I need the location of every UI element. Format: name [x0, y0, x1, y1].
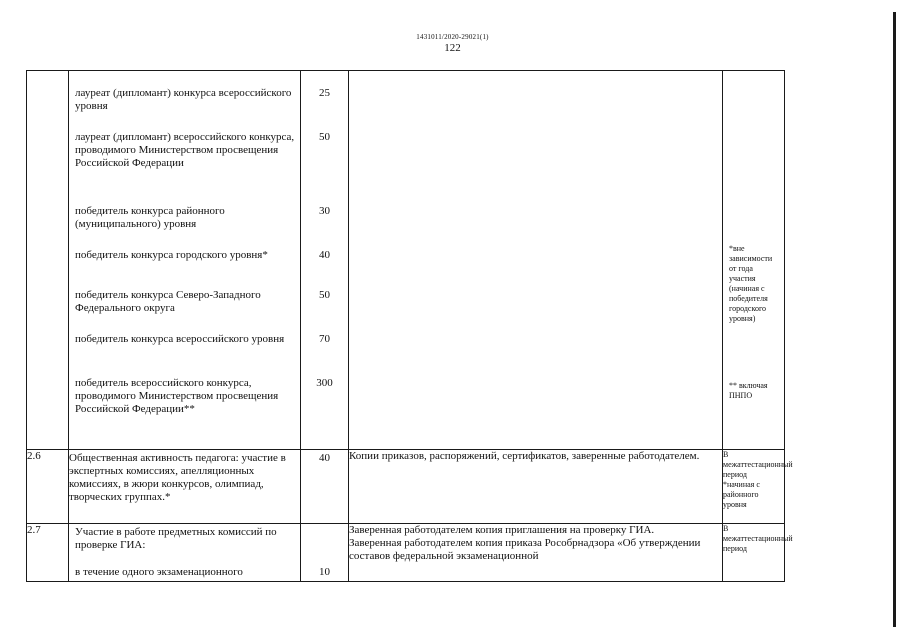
note-text: *начиная с районного уровня	[723, 480, 760, 509]
page-number: 122	[444, 42, 461, 54]
indicator-cell	[69, 524, 301, 582]
documents-text: Заверенная работодателем копия приказа Рособрнадзора «Об утверждении составов федеральной экзаменационной	[349, 537, 701, 562]
page-edge-line	[893, 12, 896, 627]
note-cell	[723, 450, 793, 524]
indicator-cell: Общественная активность педагога: участие в экспертных комиссиях, апелляционных комиссиях, в жюри конкурсов, олимпиад, творческих группах.*	[69, 450, 301, 524]
note-text: ** включая ПНПО	[729, 381, 768, 400]
points-cell	[301, 71, 349, 450]
documents-text: Заверенная работодателем копия приглашения на проверку ГИА.	[349, 524, 655, 536]
documents-cell	[349, 71, 723, 450]
indicator-item: лауреат (дипломант) всероссийского конкурса, проводимого Министерством просвещения Российской Федерации	[75, 131, 295, 169]
indicator-item: победитель конкурса городского уровня*	[75, 249, 268, 261]
row-number: 2.6	[27, 450, 69, 524]
note-text: В межаттестационный период	[723, 450, 793, 479]
points-value: 40	[319, 249, 330, 261]
indicator-item: Участие в работе предметных комиссий по проверке ГИА:	[75, 526, 277, 551]
document-code: 1431011/2020-29021(1)	[416, 33, 489, 41]
criteria-table	[26, 70, 793, 582]
indicator-item: лауреат (дипломант) конкурса всероссийского уровня	[75, 87, 292, 112]
note-cell	[723, 71, 785, 450]
indicator-cell	[69, 71, 301, 450]
points-value: 40	[301, 450, 349, 524]
documents-cell	[349, 524, 723, 582]
indicator-item: победитель конкурса районного (муниципального) уровня	[75, 205, 225, 230]
indicator-item: в течение одного экзаменационного	[75, 566, 243, 578]
indicator-item: победитель всероссийского конкурса, проводимого Министерством просвещения Российской Федерации**	[75, 377, 279, 415]
points-value: 50	[319, 289, 330, 301]
points-value: 30	[319, 205, 330, 217]
documents-text: Копии приказов, распоряжений, сертификатов, заверенные работодателем.	[349, 450, 723, 524]
table-row	[27, 524, 785, 582]
points-value: 10	[319, 566, 330, 578]
points-value: 25	[319, 87, 330, 99]
row-number: 2.7	[27, 524, 69, 582]
indicator-item: победитель конкурса Северо-Западного Федерального округа	[75, 289, 261, 314]
points-cell	[301, 524, 349, 582]
note-text: В межаттестационный период	[723, 524, 785, 582]
note-text: *вне зависимости от года участия (начиная с победителя городского уровня)	[729, 244, 773, 323]
row-number-cell	[27, 71, 69, 450]
table-row	[27, 71, 785, 450]
points-value: 70	[319, 333, 330, 345]
points-value: 300	[316, 377, 333, 389]
points-value: 50	[319, 131, 330, 143]
table-row	[27, 450, 785, 524]
indicator-item: победитель конкурса всероссийского уровня	[75, 333, 285, 345]
